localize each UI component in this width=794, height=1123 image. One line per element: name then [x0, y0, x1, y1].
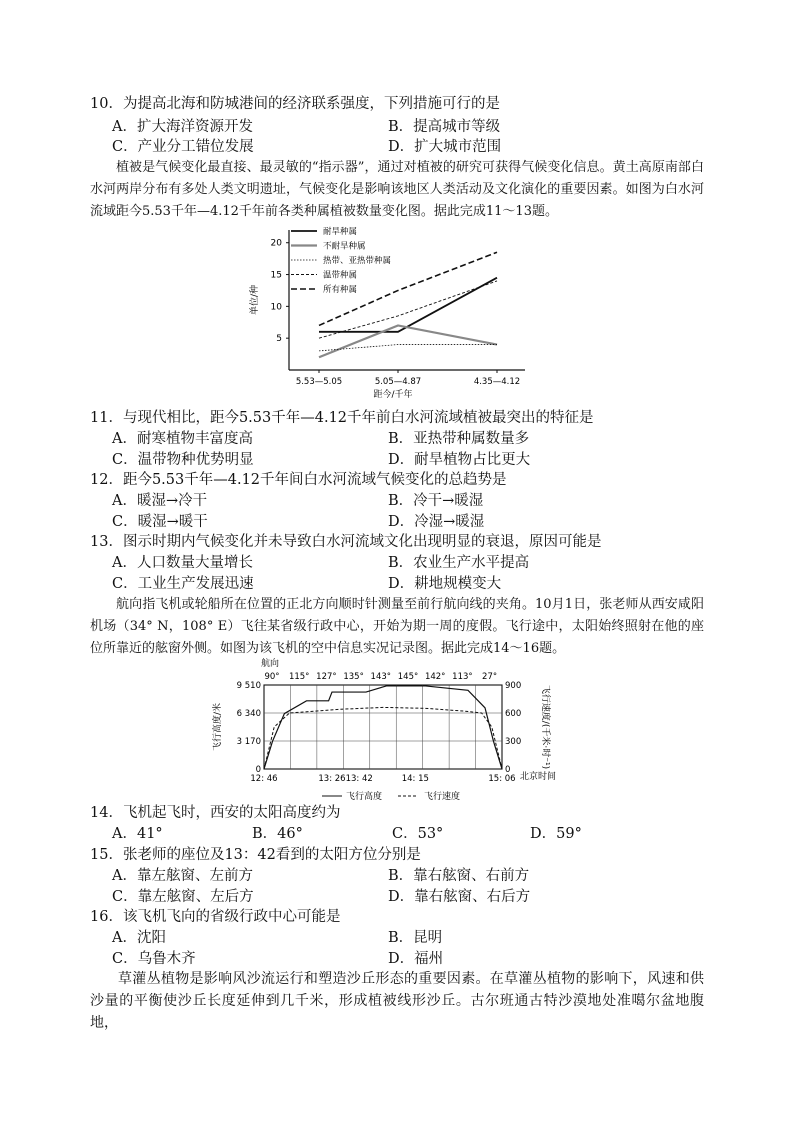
- q13-option-a: A．人口数量大量增长: [112, 555, 253, 571]
- q16-option-c: C．乌鲁木齐: [112, 951, 196, 967]
- q14-option-d: D．59°: [530, 826, 582, 842]
- flight-y-left-tick: 6 340: [236, 709, 261, 719]
- vegetation-legend-label: 温带种属: [323, 270, 358, 281]
- q16-stem: 16．该飞机飞向的省级行政中心可能是: [90, 909, 341, 925]
- q14-option-a: A．41°: [112, 826, 163, 842]
- q15-stem: 15．张老师的座位及13：42看到的太阳方位分别是: [90, 847, 421, 863]
- q14-option-c: C．53°: [392, 826, 444, 842]
- flight-y-right-tick: 600: [505, 709, 522, 719]
- flight-y-right-tick: 300: [505, 737, 522, 747]
- flight-heading-value: 142°: [424, 672, 446, 682]
- flight-x-tick: 13: 42: [345, 774, 373, 784]
- q13-option-d: D．耕地规模变大: [388, 576, 502, 592]
- passage-flight: 航向指飞机或轮船所在位置的正北方向顺时针测量至前行航向线的夹角。10月1日，张老师从西安咸阳机场（34° N，108° E）飞往某省级行政中心，开始为期一周的度假。飞行途中，太阳始终照射在他的座位所靠近的舷窗外侧。如图为该飞机的空中信息实况记录图。据此完成14～16题。: [90, 597, 704, 656]
- flight-x-tick: 13: 26: [318, 774, 346, 784]
- q15-option-b: B．靠右舷窗、右前方: [388, 868, 530, 884]
- q10-option-d: D．扩大城市范围: [388, 139, 502, 155]
- q12-option-c: C．暖湿→暖干: [112, 514, 208, 530]
- q13-option-b: B．农业生产水平提高: [388, 555, 530, 571]
- vegetation-chart: [245, 222, 535, 402]
- flight-x-tick: 14: 15: [401, 774, 429, 784]
- flight-heading-value: 127°: [316, 672, 337, 682]
- vegetation-x-label: 距今/千年: [373, 390, 413, 400]
- flight-heading-value: 90°: [264, 672, 280, 682]
- q12-option-d: D．冷湿→暖湿: [388, 514, 485, 530]
- vegetation-y-tick: 10: [270, 302, 282, 313]
- vegetation-legend-label: 不耐旱种属: [323, 241, 366, 252]
- flight-plot-frame: [264, 685, 502, 769]
- flight-y-right-tick: 0: [505, 765, 511, 775]
- passage-vegetation: 植被是气候变化最直接、最灵敏的“指示器”，通过对植被的研究可获得气候变化信息。黄土高原南部白水河两岸分布有多处人类文明遗址，气候变化是影响该地区人类活动及文化演化的重要因素。如图为白水河流域距今5.53千年—4.12千年前各类种属植被数量变化图。据此完成11～13题。: [90, 160, 704, 219]
- q12-option-b: B．冷干→暖湿: [388, 493, 484, 509]
- q14-stem: 14．飞机起飞时，西安的太阳高度约为: [90, 805, 341, 821]
- flight-heading-value: 115°: [288, 672, 310, 682]
- flight-y-left-tick: 0: [255, 765, 261, 775]
- vegetation-legend-label: 耐旱种属: [323, 227, 358, 237]
- q10-option-b: B．提高城市等级: [388, 119, 501, 135]
- q13-option-c: C．工业生产发展迅速: [112, 576, 254, 592]
- flight-y-right-tick: 900: [505, 681, 522, 691]
- q11-option-b: B．亚热带种属数量多: [388, 431, 530, 447]
- vegetation-y-tick: 5: [276, 334, 282, 345]
- flight-x-tick: 15: 06: [488, 774, 516, 784]
- flight-y-left-tick: 9 510: [236, 681, 261, 691]
- flight-x-tick: 12: 46: [250, 774, 278, 784]
- q16-option-b: B．昆明: [388, 930, 443, 946]
- q16-option-d: D．福州: [388, 951, 444, 967]
- q11-option-a: A．耐寒植物丰富度高: [112, 431, 253, 447]
- vegetation-legend-label: 热带、亚热带种属: [323, 256, 392, 266]
- vegetation-y-tick: 20: [270, 238, 282, 249]
- q11-option-c: C．温带物种优势明显: [112, 452, 254, 468]
- q15-option-d: D．靠右舷窗、右后方: [388, 889, 531, 905]
- vegetation-x-tick: 5.05—4.87: [374, 377, 422, 387]
- flight-y-left-tick: 3 170: [236, 737, 261, 747]
- passage-dunes: 草灌丛植物是影响风沙流运行和塑造沙丘形态的重要因素。在草灌丛植物的影响下，风速和供沙量的平衡使沙丘长度延伸到几千米，形成植被线形沙丘。古尔班通古特沙漠地处准噶尔盆地腹地，: [90, 971, 704, 1031]
- vegetation-legend-label: 所有种属: [323, 285, 358, 295]
- vegetation-y-tick: 15: [270, 270, 282, 281]
- vegetation-y-label: 单位/种: [250, 284, 260, 316]
- legend-altitude: 飞行高度: [346, 792, 383, 802]
- vegetation-x-tick: 4.35—4.12: [473, 377, 521, 387]
- flight-altitude-line: [264, 686, 502, 769]
- q15-option-a: A．靠左舷窗、左前方: [112, 868, 253, 884]
- q10-option-c: C．产业分工错位发展: [112, 139, 254, 155]
- flight-x-label: 北京时间: [519, 772, 557, 782]
- vegetation-x-tick: 5.53—5.05: [295, 377, 343, 387]
- flight-y-left-label: 飞行高度/米: [213, 702, 223, 752]
- q11-option-d: D．耐旱植物占比更大: [388, 452, 531, 468]
- flight-speed-line: [264, 707, 502, 769]
- flight-heading-value: 143°: [370, 672, 392, 682]
- q15-option-c: C．靠左舷窗、左后方: [112, 889, 254, 905]
- q12-stem: 12．距今5.53千年—4.12千年间白水河流域气候变化的总趋势是: [90, 472, 507, 488]
- q12-option-a: A．暖湿→冷干: [112, 493, 208, 509]
- flight-heading-value: 135°: [343, 672, 364, 682]
- flight-heading-value: 27°: [482, 672, 498, 682]
- flight-y-right-label: 飞行速度/(千米·时⁻¹): [540, 684, 550, 770]
- flight-heading-value: 145°: [397, 672, 419, 682]
- legend-speed: 飞行速度: [424, 792, 461, 802]
- flight-heading-value: 113°: [452, 672, 473, 682]
- q10-option-a: A．扩大海洋资源开发: [112, 119, 253, 135]
- q13-stem: 13．图示时期内气候变化并未导致白水河流域文化出现明显的衰退，原因可能是: [90, 534, 602, 550]
- q16-option-a: A．沈阳: [112, 930, 166, 946]
- q14-option-b: B．46°: [252, 826, 303, 842]
- q10-stem: 10．为提高北海和防城港间的经济联系强度，下列措施可行的是: [90, 96, 500, 112]
- flight-chart: [210, 655, 570, 805]
- q11-stem: 11．与现代相比，距今5.53千年—4.12千年前白水河流域植被最突出的特征是: [90, 410, 594, 426]
- flight-heading-label: 航向: [260, 659, 280, 669]
